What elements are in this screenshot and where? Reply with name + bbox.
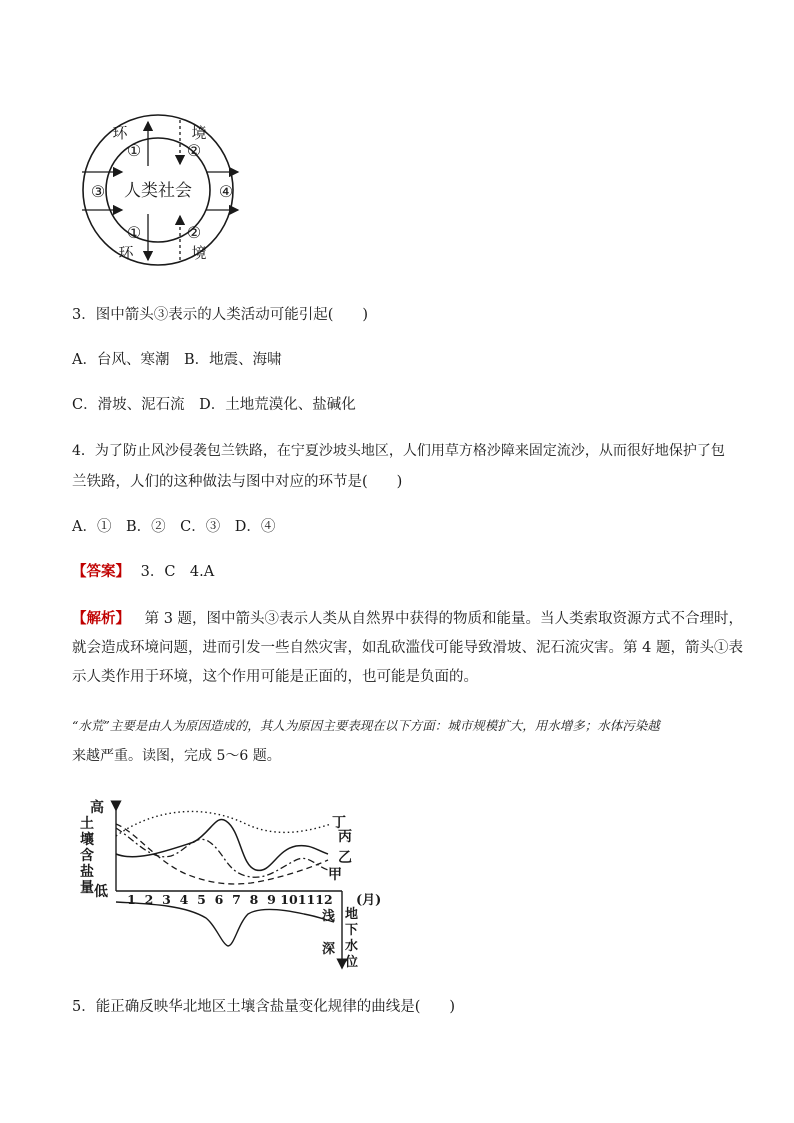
- lower-top-label: 浅: [322, 909, 336, 924]
- series-label-bing: 丙: [338, 829, 352, 845]
- groundwater-curve: [116, 902, 334, 946]
- q4-options: A．① B．② C．③ D．④: [72, 519, 276, 535]
- lower-bottom-label: 深: [322, 942, 336, 957]
- answer-label: 【答案】: [72, 563, 130, 580]
- y-top-label: 高: [90, 800, 104, 816]
- arrow-label-2-top: ②: [186, 141, 202, 160]
- soil-salinity-chart: [76, 796, 396, 972]
- q4-stem-line1: 4．为了防止风沙侵袭包兰铁路，在宁夏沙坡头地区，人们用草方格沙障来固定流沙，从而很好地保护了包: [72, 443, 725, 459]
- env-top-left: 环: [112, 124, 128, 142]
- x-tick-3: 3: [162, 892, 171, 907]
- x-tick-9: 9: [267, 892, 276, 907]
- series-label-jia: 甲: [328, 867, 342, 883]
- q4-stem-line2: 兰铁路，人们的这种做法与图中对应的环节是( ): [72, 474, 403, 490]
- q3-options-2: C．滑坡、泥石流 D．土地荒漠化、盐碱化: [72, 397, 356, 413]
- x-tick-10: 10: [280, 892, 298, 907]
- x-tick-8: 8: [249, 892, 259, 907]
- x-tick-5: 5: [197, 892, 206, 907]
- x-tick-11: 11: [297, 892, 316, 907]
- answer-text: 3．C 4.A: [140, 564, 215, 580]
- intro-block: [72, 710, 732, 772]
- arrow-label-2-bottom: ②: [186, 223, 202, 242]
- x-tick-1: 1: [127, 892, 136, 907]
- x-tick-7: 7: [232, 892, 241, 907]
- human-environment-diagram: [78, 110, 248, 270]
- curve-bing: [116, 819, 328, 870]
- groundwater-axis-label: 地下水位: [345, 907, 359, 970]
- x-tick-6: 6: [214, 892, 224, 907]
- center-label: 人类社会: [124, 181, 192, 201]
- env-top-right: 境: [191, 124, 207, 142]
- analysis-line-2: 就会造成环境问题，进而引发一些自然灾害，如乱砍滥伐可能导致滑坡、泥石流灾害。第 4 题，箭头①表: [72, 640, 743, 656]
- analysis-block: [72, 604, 744, 692]
- answer-row: [72, 562, 214, 582]
- arrow-label-3: ③: [90, 182, 106, 201]
- curve-ding: [116, 811, 331, 836]
- curve-jia: [116, 824, 328, 884]
- series-label-yi: 乙: [338, 850, 352, 866]
- env-bottom-left: 环: [118, 244, 134, 262]
- arrow-label-1-bottom: ①: [126, 223, 142, 242]
- q5-stem: 5．能正确反映华北地区土壤含盐量变化规律的曲线是( ): [72, 999, 456, 1015]
- analysis-label: 【解析】: [72, 610, 130, 627]
- arrow-label-1-top: ①: [126, 141, 142, 160]
- analysis-line-1: [72, 604, 744, 634]
- curve-yi: [116, 828, 328, 877]
- analysis-text-1: 第 3 题，图中箭头③表示人类从自然界中获得的物质和能量。当人类索取资源方式不合理时，: [144, 611, 744, 627]
- arrow-label-4: ④: [218, 182, 234, 201]
- y-axis-label: 土壤含盐量: [80, 816, 94, 896]
- q3-stem: 3．图中箭头③表示的人类活动可能引起( ): [72, 307, 369, 323]
- intro-line-2: 来越严重。读图，完成 5～6 题。: [72, 748, 281, 764]
- x-tick-4: 4: [179, 892, 189, 907]
- analysis-line-3: 示人类作用于环境，这个作用可能是正面的，也可能是负面的。: [72, 669, 478, 685]
- y-bottom-label: 低: [94, 884, 108, 900]
- q3-options-1: A．台风、寒潮 B．地震、海啸: [72, 352, 282, 368]
- x-tick-2: 2: [144, 892, 154, 907]
- env-bottom-right: 境: [191, 244, 207, 262]
- intro-line-1: “水荒”主要是由人为原因造成的，其人为原因主要表现在以下方面：城市规模扩大，用水增多；水体污染越: [72, 718, 660, 733]
- x-tick-12: 12: [315, 892, 333, 907]
- series-label-ding: 丁: [332, 815, 346, 831]
- x-unit-label: (月): [356, 893, 382, 908]
